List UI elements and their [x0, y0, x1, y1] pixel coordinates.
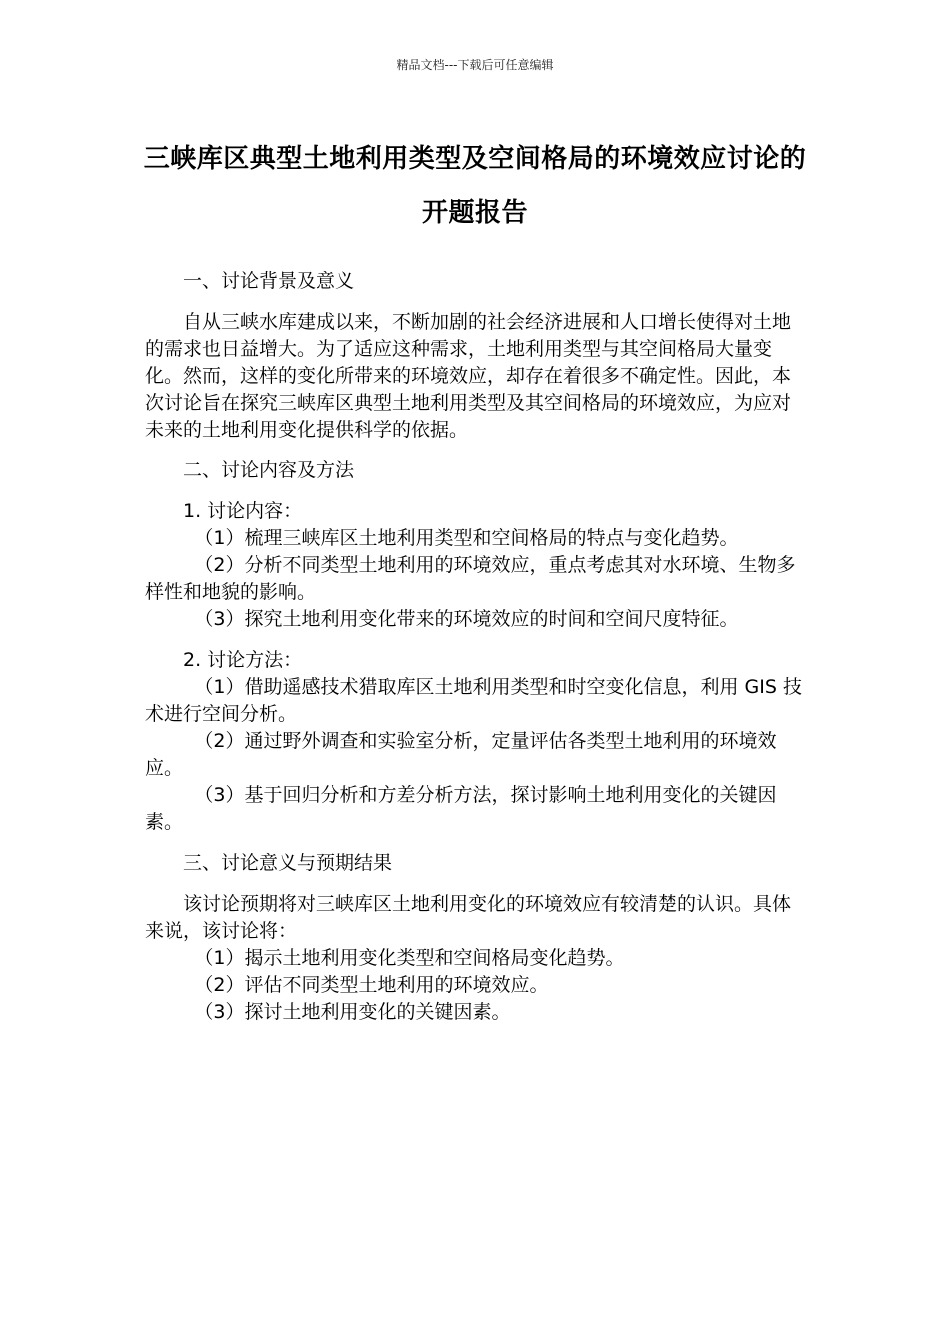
section-3-paragraph: 该讨论预期将对三峡库区土地利用变化的环境效应有较清楚的认识。具体来说，该讨论将： — [145, 893, 792, 942]
method-item-3: （3）基于回归分析和方差分析方法，探讨影响土地利用变化的关键因素。 — [145, 784, 777, 833]
section-2-heading: 二、讨论内容及方法 — [183, 459, 355, 481]
method-item-1: （1）借助遥感技术猎取库区土地利用类型和时空变化信息，利用 GIS 技术进行空间分析。 — [145, 676, 802, 725]
section-2-subheading-method: 2. 讨论方法： — [183, 649, 303, 671]
header-note: 精品文档---下载后可任意编辑 — [396, 58, 554, 72]
section-3-heading: 三、讨论意义与预期结果 — [183, 852, 393, 874]
section-1-paragraph: 自从三峡水库建成以来，不断加剧的社会经济进展和人口增长使得对土地的需求也日益增大。为了适应这种需求，土地利用类型与其空间格局大量变化。然而，这样的变化所带来的环境效应，却存在着很多不确定性。因此，本次讨论旨在探究三峡库区典型土地利用类型及其空间格局的环境效应，为应对未来的土地利用变化提供科学的依据。 — [145, 311, 792, 441]
section-2-subheading-content: 1. 讨论内容： — [183, 500, 303, 522]
result-item-1: （1）揭示土地利用变化类型和空间格局变化趋势。 — [194, 947, 625, 969]
result-item-2: （2）评估不同类型土地利用的环境效应。 — [194, 974, 549, 996]
content-item-1: （1）梳理三峡库区土地利用类型和空间格局的特点与变化趋势。 — [194, 527, 739, 549]
content-item-3: （3）探究土地利用变化带来的环境效应的时间和空间尺度特征。 — [194, 608, 739, 630]
method-item-2: （2）通过野外调查和实验室分析，定量评估各类型土地利用的环境效应。 — [145, 730, 777, 779]
document-title: 三峡库区典型土地利用类型及空间格局的环境效应讨论的开题报告 — [143, 144, 807, 228]
result-item-3: （3）探讨土地利用变化的关键因素。 — [194, 1001, 511, 1023]
content-item-2: （2）分析不同类型土地利用的环境效应，重点考虑其对水环境、生物多样性和地貌的影响。 — [145, 554, 796, 603]
section-1-heading: 一、讨论背景及意义 — [183, 270, 355, 292]
document-body — [145, 268, 807, 1026]
